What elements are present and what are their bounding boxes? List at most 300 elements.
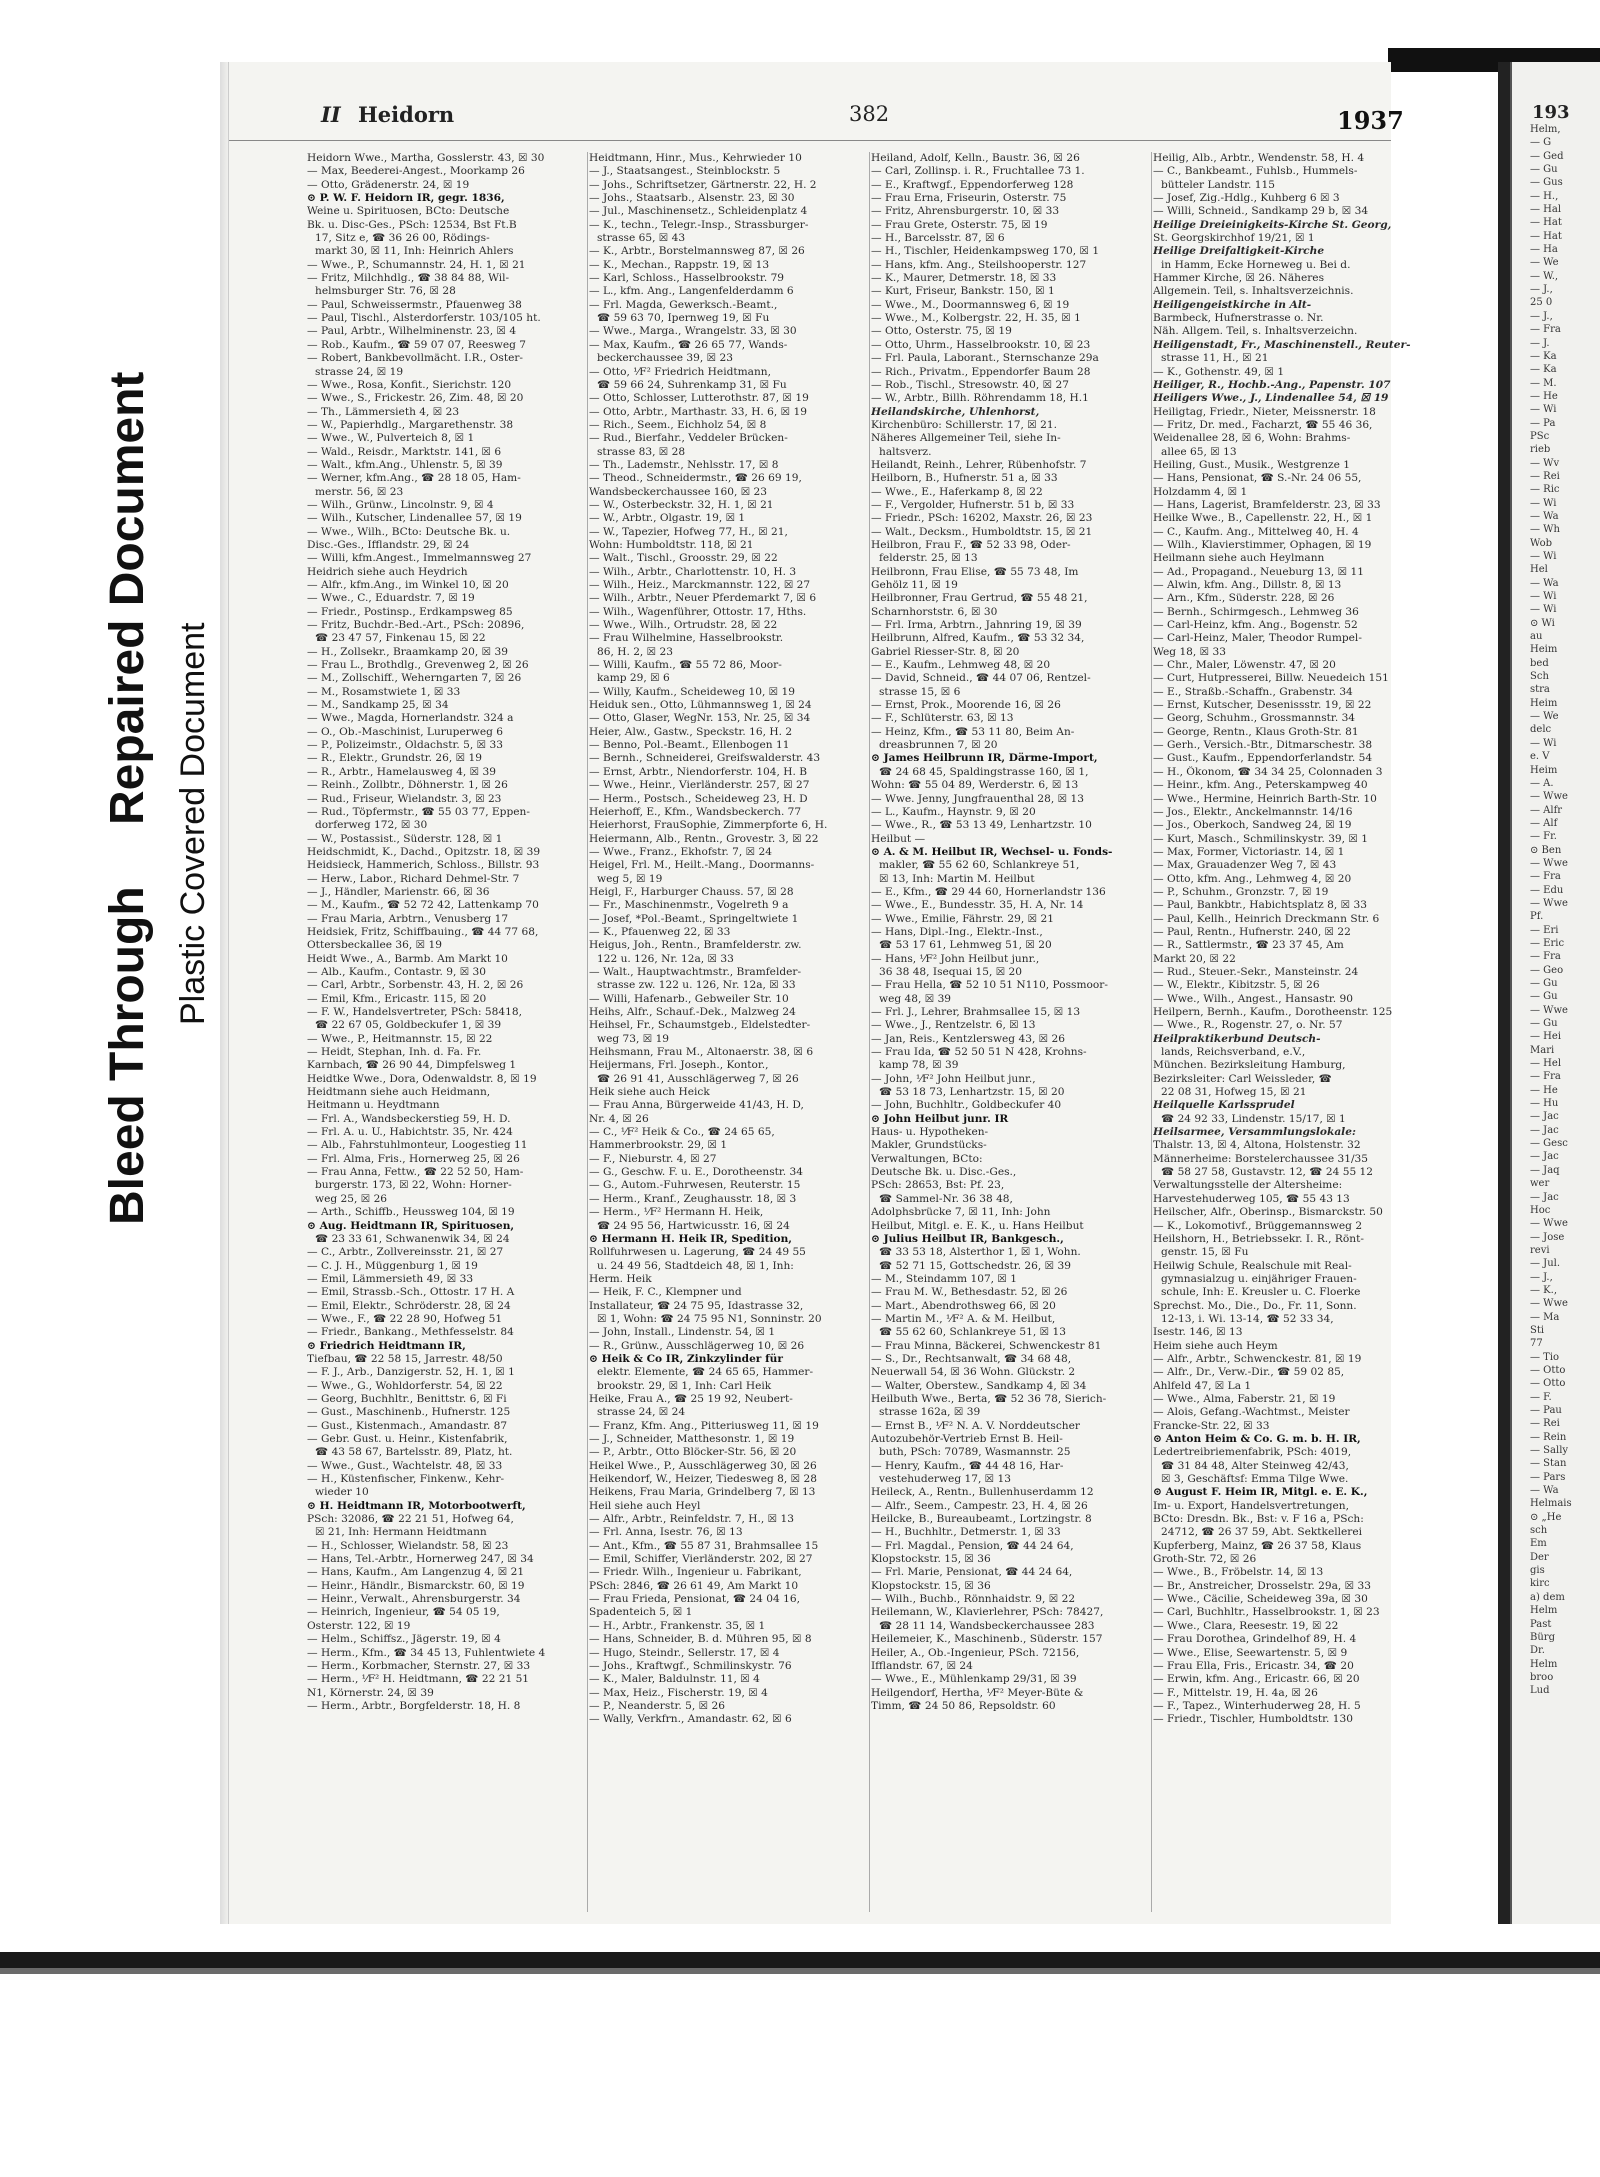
directory-entry-line: — Hans, Kaufm., Am Langenzug 4, ☒ 21 (307, 1566, 525, 1579)
directory-entry-line: ☎ 55 62 60, Schlankreye 51, ☒ 13 (879, 1326, 1066, 1339)
next-page-line: — K., (1530, 1284, 1558, 1296)
directory-entry-line: — Alb., Kaufm., Contastr. 9, ☒ 30 (307, 965, 487, 978)
directory-entry-line: — Theod., Schneidermstr., ☎ 26 69 19, (589, 472, 802, 485)
directory-entry-line: — Frl. J., Lehrer, Brahmsallee 15, ☒ 13 (871, 1006, 1081, 1018)
directory-entry-line: — Ant., Kfm., ☎ 55 87 31, Brahmsallee 15 (589, 1539, 819, 1552)
directory-entry-line: wieder 10 (315, 1486, 369, 1499)
directory-entry-line: — K., Maler, Baldulnstr. 11, ☒ 4 (589, 1673, 760, 1686)
directory-entry-line: Heilige Dreieinigkeits-Kirche St. Georg, (1153, 218, 1392, 231)
directory-entry-line: — Frl. Irma, Arbtrn., Jahnring 19, ☒ 39 (871, 619, 1082, 632)
directory-entry-line: Heilpraktikerbund Deutsch- (1153, 1032, 1321, 1045)
directory-entry-line: — Frau Anna, Bürgerweide 41/43, H. D, (589, 1099, 804, 1112)
next-page-line: — J., (1530, 284, 1553, 296)
next-page-line: — Geo (1530, 964, 1564, 976)
directory-entry-line: Verwaltungsstelle der Altersheime: (1153, 1179, 1343, 1192)
directory-entry-line: — Alois, Gefang.-Wachtmst., Meister (1153, 1406, 1350, 1419)
next-page-line: — Hat (1530, 217, 1562, 229)
directory-entry-line: Heilsarmee, Versammlungslokale: (1153, 1126, 1356, 1139)
directory-entry-line: Herm. Heik (589, 1272, 652, 1285)
directory-entry-line: — Helm., Schiffsz., Jägerstr. 19, ☒ 4 (307, 1633, 501, 1646)
directory-entry-line: — Otto, Grädenerstr. 24, ☒ 19 (307, 178, 470, 191)
directory-entry-line: — F. W., Handelsvertreter, PSch: 58418, (307, 1006, 523, 1018)
next-page-line: — Wwe (1530, 1218, 1568, 1230)
directory-entry-line: — Ad., Propagand., Neueburg 13, ☒ 11 (1153, 565, 1364, 578)
directory-entry-line: felderstr. 25, ☒ 13 (879, 552, 978, 565)
column-divider (869, 152, 870, 1912)
directory-entry-line: — Josef, Zig.-Hdlg., Kuhberg 6 ☒ 3 (1153, 192, 1340, 205)
directory-entry-line: haltsverz. (879, 445, 932, 458)
directory-entry-line: — E., Straßb.-Schaffn., Grabenstr. 34 (1153, 685, 1353, 698)
directory-entry-line: — Rud., Steuer.-Sekr., Mansteinstr. 24 (1153, 965, 1359, 978)
directory-entry-line: ⊙ Julius Heilbut IR, Bankgesch., (871, 1232, 1064, 1245)
directory-entry-line: — K., Gothenstr. 49, ☒ 1 (1153, 365, 1285, 378)
directory-entry-line: Näh. Allgem. Teil, s. Inhaltsverzeichn. (1153, 325, 1358, 338)
directory-entry-line: ⊙ James Heilbrunn IR, Därme-Import, (871, 752, 1098, 765)
directory-entry-line: Ottersbeckallee 36, ☒ 19 (307, 939, 442, 952)
directory-entry-line: — Willi, Kaufm., ☎ 55 72 86, Moor- (589, 659, 782, 672)
directory-entry-line: — Hans, ⅟F² John Heilbut junr., (871, 952, 1040, 965)
next-page-line: 25 0 (1530, 297, 1553, 309)
next-page-line: — Stan (1530, 1458, 1567, 1470)
directory-entry-line: Heik siehe auch Heick (589, 1086, 710, 1099)
directory-entry-line: — W., Tapezier, Hofweg 77, H., ☒ 21, (589, 525, 788, 538)
directory-entry-line: dorferweg 172, ☒ 30 (315, 819, 428, 832)
directory-entry-line: — Fritz, Buchdr.-Bed.-Art., PSch: 20896, (307, 619, 525, 632)
next-page-line: — Wi (1530, 591, 1557, 603)
directory-entry-line: brookstr. 29, ☒ 1, Inh: Carl Heik (597, 1379, 772, 1392)
directory-entry-line: — F., Tapez., Winterhuderweg 28, H. 5 (1153, 1699, 1361, 1712)
directory-entry-line: ☎ 26 91 41, Ausschlägerweg 7, ☒ 26 (597, 1072, 799, 1085)
directory-entry-line: — Johs., Staatsarb., Alsenstr. 23, ☒ 30 (589, 192, 795, 205)
directory-entry-line: — Wwe., Hermine, Heinrich Barth-Str. 10 (1153, 792, 1377, 805)
directory-entry-line: Heihsel, Fr., Schaumstgeb., Eldelstedter- (589, 1019, 811, 1032)
directory-entry-line: Wohn: ☎ 55 04 89, Werderstr. 6, ☒ 13 (871, 779, 1079, 792)
directory-entry-line: beckerchaussee 39, ☒ 23 (597, 352, 733, 365)
directory-entry-line: — Wwe., E., Haferkamp 8, ☒ 22 (871, 485, 1043, 498)
directory-entry-line: — Wwe., C., Eduardstr. 7, ☒ 19 (307, 592, 475, 605)
directory-entry-line: Neuerwall 54, ☒ 36 Wohn. Glückstr. 2 (871, 1366, 1076, 1379)
directory-entry-line: Heilbron, Frau F., ☎ 52 33 98, Oder- (871, 538, 1071, 551)
directory-entry-line: vestehuderweg 17, ☒ 13 (879, 1473, 1012, 1486)
directory-entry-line: allee 65, ☒ 13 (1161, 445, 1237, 458)
directory-entry-line: — Heinr., kfm. Ang., Peterskampweg 40 (1153, 779, 1368, 792)
next-page-line: — Gu (1530, 991, 1558, 1003)
directory-entry-line: — Ernst, Kutscher, Desenissstr. 19, ☒ 22 (1153, 699, 1372, 712)
directory-entry-line: Heidschmidt, K., Dachd., Opitzstr. 18, ☒ 39 (307, 845, 541, 858)
next-page-line: stra (1530, 684, 1550, 696)
directory-entry-line: ☎ 58 27 58, Gustavstr. 12, ☎ 24 55 12 (1161, 1166, 1374, 1179)
directory-entry-line: — Wwe., Clara, Reesestr. 19, ☒ 22 (1153, 1619, 1339, 1632)
directory-entry-line: — Heinr., Verwalt., Ahrensburgerstr. 34 (307, 1593, 521, 1606)
directory-entry-line: — Frl. Paula, Laborant., Sternschanze 29a (871, 352, 1099, 365)
directory-entry-line: — Gust., Kaufm., Eppendorferlandstr. 54 (1153, 752, 1373, 765)
next-page-line: Wob (1530, 537, 1553, 549)
directory-entry-line: — Heinr., Händlr., Bismarckstr. 60, ☒ 19 (307, 1579, 525, 1592)
next-page-line: — Jac (1530, 1151, 1559, 1163)
directory-entry-line: — Arn., Kfm., Süderstr. 228, ☒ 26 (1153, 592, 1335, 605)
next-page-line: delc (1530, 724, 1552, 736)
next-page-line: Helm (1530, 1605, 1558, 1617)
next-page-line: Pf. (1530, 911, 1544, 923)
directory-entry-line: — Wwe., M., Doormannsweg 6, ☒ 19 (871, 298, 1070, 311)
directory-entry-line: ☎ 31 84 48, Alter Steinweg 42/43, (1161, 1459, 1349, 1472)
directory-entry-line: — Frau M. W., Bethesdastr. 52, ☒ 26 (871, 1286, 1068, 1299)
directory-entry-line: strasse 162a, ☒ 39 (879, 1406, 981, 1419)
directory-page (228, 62, 1411, 1924)
directory-entry-line: Gabriel Riesser-Str. 8, ☒ 20 (871, 645, 1020, 658)
next-page-line: — Eri (1530, 924, 1559, 936)
directory-entry-line: — Frau Frieda, Pensionat, ☎ 24 04 16, (589, 1593, 800, 1606)
directory-entry-line: — H., Küstenfischer, Finkenw., Kehr- (307, 1473, 505, 1486)
directory-entry-line: — Carl, Arbtr., Sorbenstr. 43, H. 2, ☒ 26 (307, 979, 524, 992)
directory-entry-line: — H., Arbtr., Frankenstr. 35, ☒ 1 (589, 1619, 766, 1632)
directory-entry-line: Heilgendorf, Hertha, ⅟F² Meyer-Büte & (871, 1686, 1084, 1699)
directory-entry-line: Heilbronner, Frau Gertrud, ☎ 55 48 21, (871, 592, 1088, 605)
year-label: 1937 (1337, 106, 1404, 135)
directory-entry-line: Kirchenbüro: Schillerstr. 17, ☒ 21. (871, 418, 1057, 431)
directory-entry-line: — Wwe., Wilh., Ortrudstr. 28, ☒ 22 (589, 619, 778, 632)
next-page-line: — Fra (1530, 1071, 1561, 1083)
directory-entry-line: ⊙ August F. Heim IR, Mitgl. e. E. K., (1153, 1486, 1368, 1499)
scan-border-bottom-shade (0, 1968, 1600, 1974)
directory-entry-line: Weidenallee 28, ☒ 6, Wohn: Brahms- (1153, 432, 1351, 445)
next-page-line: revi (1530, 1244, 1550, 1256)
next-page-line: — Jul. (1530, 1258, 1561, 1270)
next-page-line: — Wwe (1530, 791, 1568, 803)
directory-entry-line: — E., Kfm., ☎ 29 44 60, Hornerlandstr 136 (871, 885, 1106, 898)
directory-entry-line: — Otto, Schlosser, Lutterothstr. 87, ☒ 19 (589, 392, 809, 405)
directory-entry-line: — Alwin, kfm. Ang., Dillstr. 8, ☒ 13 (1153, 579, 1342, 591)
directory-entry-line: Isestr. 146, ☒ 13 (1153, 1326, 1243, 1339)
directory-entry-line: — Gebr. Gust. u. Heinr., Kistenfabrik, (307, 1433, 508, 1445)
next-page-line: e. V (1530, 751, 1550, 763)
directory-entry-line: — P., Arbtr., Otto Blöcker-Str. 56, ☒ 20 (589, 1446, 797, 1459)
directory-entry-line: Heilquelle Karlssprudel (1153, 1099, 1295, 1112)
directory-entry-line: Wohn: Humboldtstr. 118, ☒ 21 (589, 538, 754, 551)
next-page-line: — Gesc (1530, 1138, 1568, 1150)
directory-entry-line: St. Georgskirchhof 19/21, ☒ 1 (1153, 232, 1315, 245)
directory-entry-line: Autozubehör-Vertrieb Ernst B. Heil- (871, 1433, 1063, 1445)
directory-entry-line: — Br., Anstreicher, Drosselstr. 29a, ☒ 33 (1153, 1579, 1371, 1592)
directory-entry-line: — Wwe., S., Frickestr. 26, Zim. 48, ☒ 20 (307, 392, 524, 405)
directory-entry-line: — Wwe., E., Bundesstr. 35, H. A, Nr. 14 (871, 899, 1084, 912)
directory-entry-line: Heilmann siehe auch Heylmann (1153, 552, 1325, 565)
directory-entry-line: — Mart., Abendrothsweg 66, ☒ 20 (871, 1299, 1056, 1312)
volume-roman: II (321, 102, 341, 127)
directory-entry-line: — E., Kaufm., Lehmweg 48, ☒ 20 (871, 659, 1051, 672)
directory-entry-line: schule, Inh: E. Kreusler u. C. Floerke (1161, 1286, 1361, 1299)
directory-entry-line: Heigl, F., Harburger Chauss. 57, ☒ 28 (589, 885, 794, 898)
column-1 (307, 152, 585, 1912)
directory-entry-line: Heiland, Adolf, Kelln., Baustr. 36, ☒ 26 (871, 152, 1080, 164)
directory-entry-line: Heiligenstadt, Fr., Maschinenstell., Reuter- (1153, 338, 1411, 351)
directory-entry-line: ⊙ Anton Heim & Co. G. m. b. H. IR, (1153, 1433, 1361, 1445)
directory-entry-line: Heidtmann siehe auch Heidmann, (307, 1086, 491, 1099)
directory-columns (307, 152, 1411, 1912)
directory-entry-line: PSch: 2846, ☎ 26 61 49, Am Markt 10 (589, 1579, 799, 1592)
directory-entry-line: — Willy, Kaufm., Scheideweg 10, ☒ 19 (589, 685, 796, 698)
directory-entry-line: — Wilh., Buchb., Rönnhaidstr. 9, ☒ 22 (871, 1593, 1076, 1606)
next-page-line: — Eric (1530, 937, 1565, 949)
directory-entry-line: ☎ 23 33 61, Schwanenwik 34, ☒ 24 (315, 1232, 510, 1245)
directory-entry-line: markt 30, ☒ 11, Inh: Heinrich Ahlers (315, 245, 514, 258)
directory-entry-line: Heierhoff, E., Kfm., Wandsbeckerch. 77 (589, 805, 802, 818)
directory-entry-line: — Wald., Reisdr., Marktstr. 141, ☒ 6 (307, 445, 502, 458)
directory-entry-line: — Ernst B., ⅟F² N. A. V. Norddeutscher (871, 1419, 1080, 1432)
next-page-line: — Fra (1530, 324, 1561, 336)
directory-entry-line: Barmbeck, Hufnerstrasse o. Nr. (1153, 312, 1324, 325)
directory-entry-line: — Alfr., Arbtr., Reinfeldstr. 7, H., ☒ 13 (589, 1513, 794, 1526)
directory-entry-line: — Fritz, Milchhdlg., ☎ 38 84 88, Wil- (307, 272, 510, 285)
directory-entry-line: — Rud., Töpfermstr., ☎ 55 03 77, Eppen- (307, 805, 530, 818)
directory-entry-line: Heilpern, Bernh., Kaufm., Dorotheenstr. 125 (1153, 1006, 1393, 1018)
directory-entry-line: — John, ⅟F² John Heilbut junr., (871, 1072, 1036, 1085)
directory-entry-line: Allgemein. Teil, s. Inhaltsverzeichnis. (1153, 285, 1354, 298)
directory-entry-line: Gehölz 11, ☒ 19 (871, 579, 958, 591)
next-page-line: sch (1530, 1525, 1548, 1537)
next-page-line: — Wh (1530, 524, 1560, 536)
next-page-line: Heim (1530, 764, 1558, 776)
directory-entry-line: Francke-Str. 22, ☒ 33 (1153, 1419, 1270, 1432)
directory-entry-line: Heiligers Wwe., J., Lindenallee 54, ☒ 19 (1153, 392, 1389, 405)
directory-entry-line: Heilbrunn, Alfred, Kaufm., ☎ 53 32 34, (871, 632, 1085, 645)
directory-entry-line: — M., Rosamstwiete 1, ☒ 33 (307, 685, 461, 698)
directory-entry-line: — Werner, kfm.Ang., ☎ 28 18 05, Ham- (307, 472, 521, 485)
directory-entry-line: Heilig, Alb., Arbtr., Wendenstr. 58, H. 4 (1153, 152, 1365, 164)
directory-entry-line: — David, Schneid., ☎ 44 07 06, Rentzel- (871, 672, 1091, 685)
section-title (321, 102, 454, 127)
directory-entry-line: — Chr., Maler, Löwenstr. 47, ☒ 20 (1153, 659, 1336, 672)
column-4 (1153, 152, 1431, 1912)
directory-entry-line: kamp 78, ☒ 39 (879, 1059, 959, 1072)
directory-entry-line: — Josef, *Pol.-Beamt., Springeltwiete 1 (589, 912, 799, 925)
directory-entry-line: Verwaltungen, BCto: (871, 1152, 983, 1165)
directory-entry-line: Heidt Wwe., A., Barmb. Am Markt 10 (307, 952, 508, 965)
directory-entry-line: — F., Nieburstr. 4, ☒ 27 (589, 1152, 717, 1165)
next-page-line: — Jac (1530, 1124, 1559, 1136)
next-page-line: kirc (1530, 1578, 1550, 1590)
directory-entry-line: — Hans, Schneider, B. d. Mühren 95, ☒ 8 (589, 1633, 812, 1646)
column-3 (871, 152, 1149, 1912)
next-page-line: Helmais (1530, 1498, 1572, 1510)
next-page-line: Mari (1530, 1044, 1555, 1056)
directory-entry-line: — Franz, Kfm. Ang., Pitteriusweg 11, ☒ 19 (589, 1419, 819, 1432)
directory-entry-line: Timm, ☎ 24 50 86, Repsoldstr. 60 (871, 1699, 1056, 1712)
directory-entry-line: — Bernh., Schneiderei, Greifswalderstr. 43 (589, 752, 821, 765)
directory-entry-line: Rollfuhrwesen u. Lagerung, ☎ 24 49 55 (589, 1246, 806, 1259)
directory-entry-line: — Wwe., F., ☎ 22 28 90, Hofweg 51 (307, 1312, 503, 1325)
directory-entry-line: Sprechst. Mo., Die., Do., Fr. 11, Sonn. (1153, 1299, 1357, 1312)
next-page-line: — Hal (1530, 204, 1562, 216)
directory-entry-line: — Friedr., Bankang., Methfesselstr. 84 (307, 1326, 514, 1339)
directory-entry-line: Heikel Wwe., P., Ausschlägerweg 30, ☒ 26 (589, 1459, 817, 1472)
directory-entry-line: — Curt, Hutpresserei, Billw. Neuedeich 151 (1153, 672, 1389, 685)
directory-entry-line: — Frau Erna, Friseurin, Osterstr. 75 (871, 192, 1067, 205)
directory-entry-line: ☎ 59 66 24, Suhrenkamp 31, ☒ Fu (597, 378, 787, 391)
directory-entry-line: Tiefbau, ☎ 22 58 15, Jarrestr. 48/50 (307, 1352, 503, 1365)
directory-entry-line: PSch: 32086, ☎ 22 21 51, Hofweg 64, (307, 1513, 514, 1526)
directory-entry-line: — F., Schlüterstr. 63, ☒ 13 (871, 712, 1014, 725)
next-page-line: — Otto (1530, 1378, 1566, 1390)
directory-entry-line: — John, Install., Lindenstr. 54, ☒ 1 (589, 1326, 776, 1339)
directory-entry-line: Heiliger, R., Hochb.-Ang., Papenstr. 107 (1153, 378, 1391, 391)
directory-entry-line: Heidtmann, Hinr., Mus., Kehrwieder 10 (589, 152, 802, 164)
next-page-line: — We (1530, 711, 1559, 723)
directory-entry-line: — Jos., Oberkoch, Sandweg 24, ☒ 19 (1153, 819, 1352, 832)
directory-entry-line: — Walt., kfm.Ang., Uhlenstr. 5, ☒ 39 (307, 458, 503, 471)
directory-entry-line: Heilborn, B., Hufnerstr. 51 a, ☒ 33 (871, 472, 1058, 485)
directory-entry-line: — Frau Maria, Arbtrn., Venusberg 17 (307, 912, 509, 925)
directory-entry-line: — Jul., Maschinensetz., Schleidenplatz 4 (589, 205, 808, 218)
next-page-line: — Ka (1530, 364, 1557, 376)
directory-entry-line: — W., Arbtr., Billh. Röhrendamm 18, H.1 (871, 392, 1089, 405)
next-page-line: Heim (1530, 697, 1558, 709)
directory-entry-line: — Friedr., Postinsp., Erdkampsweg 85 (307, 605, 513, 618)
directory-entry-line: — Frl. Marie, Pensionat, ☎ 44 24 64, (871, 1566, 1073, 1579)
directory-entry-line: Heilbronn, Frau Elise, ☎ 55 73 48, Im (871, 565, 1079, 578)
directory-entry-line: — Rich., Seem., Eichholz 54, ☒ 8 (589, 418, 767, 431)
directory-entry-line: strasse 24, ☒ 19 (315, 365, 404, 378)
directory-entry-line: bütteler Landstr. 115 (1161, 178, 1275, 191)
next-page-line: — Fra (1530, 871, 1561, 883)
directory-entry-line: buth, PSch: 70789, Wasmannstr. 25 (879, 1446, 1071, 1459)
directory-entry-line: — Emil, Elektr., Schröderstr. 28, ☒ 24 (307, 1299, 511, 1312)
directory-entry-line: — Hans, kfm. Ang., Steilshooperstr. 127 (871, 258, 1087, 271)
directory-entry-line: — Max, Beederei-Angest., Moorkamp 26 (307, 165, 525, 178)
directory-entry-line: Heihsmann, Frau M., Altonaerstr. 38, ☒ 6 (589, 1046, 814, 1059)
directory-entry-line: ☎ 53 18 73, Lenhartzstr. 15, ☒ 20 (879, 1086, 1065, 1099)
directory-entry-line: strasse 15, ☒ 6 (879, 685, 961, 698)
directory-entry-line: — Otto, Osterstr. 75, ☒ 19 (871, 325, 1012, 338)
directory-entry-line: ⊙ Heik & Co IR, Zinkzylinder für (589, 1352, 783, 1365)
directory-entry-line: — Wwe., Alma, Faberstr. 21, ☒ 19 (1153, 1392, 1336, 1405)
directory-entry-line: — K., Lokomotivf., Brüggemannsweg 2 (1153, 1219, 1363, 1232)
next-page-line: — Ha (1530, 244, 1558, 256)
directory-entry-line: — Alfr., Arbtr., Schwenckestr. 81, ☒ 19 (1153, 1352, 1362, 1365)
directory-entry-line: Markt 20, ☒ 22 (1153, 952, 1236, 965)
directory-entry-line: Heilige Dreifaltigkeit-Kirche (1153, 245, 1325, 258)
directory-entry-line: — Wwe., R., Rogenstr. 27, o. Nr. 57 (1153, 1019, 1343, 1032)
next-page-line: 77 (1530, 1338, 1543, 1350)
directory-entry-line: — Wwe., P., Heitmannstr. 15, ☒ 22 (307, 1032, 493, 1045)
directory-entry-line: — F., Mittelstr. 19, H. 4a, ☒ 26 (1153, 1686, 1318, 1699)
directory-entry-line: merstr. 56, ☒ 23 (315, 485, 404, 498)
directory-entry-line: Heileck, A., Rentn., Bullenhuserdamm 12 (871, 1486, 1094, 1499)
directory-entry-line: — Alfr., Seem., Campestr. 23, H. 4, ☒ 26 (871, 1499, 1088, 1512)
next-page-lines (1512, 123, 1600, 1698)
directory-entry-line: Heilbuth Wwe., Berta, ☎ 52 36 78, Sierich- (871, 1392, 1107, 1405)
directory-entry-line: — Carl-Heinz, Maler, Theodor Rumpel- (1153, 632, 1362, 645)
directory-entry-line: Heigus, Joh., Rentn., Bramfelderstr. zw. (589, 939, 802, 952)
directory-entry-line: BCto: Dresdn. Bk., Bst: v. F 16 a, PSch: (1153, 1513, 1364, 1526)
directory-entry-line: — Herm., ⅟F² Hermann H. Heik, (589, 1206, 764, 1219)
directory-entry-line: — K., Arbtr., Borstelmannsweg 87, ☒ 26 (589, 245, 805, 258)
directory-entry-line: — W., Arbtr., Olgastr. 19, ☒ 1 (589, 512, 746, 525)
next-page-line: broo (1530, 1671, 1554, 1683)
directory-entry-line: PSch: 28653, Bst: Pf. 23, (871, 1179, 1005, 1192)
directory-entry-line: gymnasialzug u. einjähriger Frauen- (1161, 1272, 1357, 1285)
next-page-line: bed (1530, 657, 1549, 669)
directory-entry-line: 12-13, i. Wi. 13-14, ☎ 52 33 34, (1161, 1312, 1334, 1325)
directory-entry-line: weg 73, ☒ 19 (597, 1032, 670, 1045)
directory-entry-line: ☎ 53 17 61, Lehmweg 51, ☒ 20 (879, 939, 1052, 952)
next-page-line: Lud (1530, 1685, 1550, 1697)
next-page-line: Helm (1530, 1658, 1558, 1670)
directory-entry-line: ⊙ Hermann H. Heik IR, Spedition, (589, 1232, 792, 1245)
directory-entry-line: Heilemeier, K., Maschinenb., Süderstr. 157 (871, 1633, 1103, 1646)
directory-entry-line: — Georg, Schuhm., Grossmannstr. 34 (1153, 712, 1356, 725)
next-page-line: Der (1530, 1551, 1549, 1563)
directory-entry-line: lands, Reichsverband, e.V., (1161, 1046, 1306, 1059)
directory-entry-line: Heiligengeistkirche in Alt- (1153, 298, 1312, 311)
directory-entry-line: — Wwe. Jenny, Jungfrauenthal 28, ☒ 13 (871, 792, 1084, 805)
directory-entry-line: — Herm., Kfm., ☎ 34 45 13, Fuhlentwiete 4 (307, 1646, 546, 1659)
directory-entry-line: — Herm., Kranf., Zeughausstr. 18, ☒ 3 (589, 1192, 797, 1205)
directory-entry-line: Spadenteich 5, ☒ 1 (589, 1606, 693, 1619)
directory-entry-line: — Walter, Oberstew., Sandkamp 4, ☒ 34 (871, 1379, 1087, 1392)
next-page-line: — Edu (1530, 884, 1564, 896)
directory-entry-line: — J., Schneider, Matthesonstr. 1, ☒ 19 (589, 1433, 795, 1445)
directory-entry-line: Bk. u. Disc-Ges., PSch: 12534, Bst Ft.B (307, 218, 517, 231)
directory-entry-line: — Wilh., Grünw., Lincolnstr. 9, ☒ 4 (307, 498, 494, 511)
directory-entry-line: — Bernh., Schirmgesch., Lehmweg 36 (1153, 605, 1359, 618)
directory-entry-line: — W., Papierhdlg., Margarethenstr. 38 (307, 418, 514, 431)
directory-entry-line: ☎ 22 67 05, Goldbeckufer 1, ☒ 39 (315, 1019, 502, 1032)
directory-entry-line: ☒ 1, Wohn: ☎ 24 75 95 N1, Sonninstr. 20 (597, 1312, 822, 1325)
directory-entry-line: Heiduk sen., Otto, Lühmannsweg 1, ☒ 24 (589, 699, 812, 712)
directory-entry-line: — Frau Dorothea, Grindelhof 89, H. 4 (1153, 1633, 1357, 1646)
directory-entry-line: strasse zw. 122 u. 126, Nr. 12a, ☒ 33 (597, 979, 796, 992)
directory-entry-line: 22 08 31, Hofweg 15, ☒ 21 (1161, 1086, 1307, 1099)
directory-entry-line: Thalstr. 13, ☒ 4, Altona, Holstenstr. 32 (1153, 1139, 1361, 1152)
directory-entry-line: helmsburger Str. 76, ☒ 28 (315, 285, 456, 298)
directory-entry-line: — Jos., Elektr., Anckelmannstr. 14/16 (1153, 805, 1353, 818)
directory-entry-line: — P., Neanderstr. 5, ☒ 26 (589, 1699, 725, 1712)
directory-entry-line: ☎ 23 47 57, Finkenau 15, ☒ 22 (315, 632, 486, 645)
directory-entry-line: — Wwe., Cäcilie, Scheideweg 39a, ☒ 30 (1153, 1593, 1368, 1606)
directory-entry-line: genstr. 15, ☒ Fu (1161, 1246, 1249, 1259)
directory-entry-line: weg 48, ☒ 39 (879, 992, 952, 1005)
directory-entry-line: — R., Grünw., Ausschlägerweg 10, ☒ 26 (589, 1339, 805, 1352)
page-gutter (1498, 62, 1510, 1924)
directory-entry-line: strasse 83, ☒ 28 (597, 445, 686, 458)
directory-entry-line: — Heik, F. C., Klempner und (589, 1286, 742, 1299)
directory-entry-line: Heikendorf, W., Heizer, Tiedesweg 8, ☒ 28 (589, 1473, 817, 1486)
directory-entry-line: — Herm., ⅟F² H. Heidtmann, ☎ 22 21 51 (307, 1673, 530, 1686)
directory-entry-line: Heihs, Alfr., Schauf.-Dek., Malzweg 24 (589, 1006, 796, 1018)
directory-entry-line: Wandsbeckerchaussee 160, ☒ 23 (589, 485, 768, 498)
directory-entry-line: ⊙ Aug. Heidtmann IR, Spirituosen, (307, 1219, 515, 1232)
directory-entry-line: — Rob., Kaufm., ☎ 59 07 07, Reesweg 7 (307, 338, 526, 351)
directory-entry-line: — Wwe., J., Rentzelstr. 6, ☒ 13 (871, 1019, 1036, 1032)
directory-entry-line: — Gust., Kistenmach., Amandastr. 87 (307, 1419, 508, 1432)
plastic-covered-label: Plastic Covered Document (174, 622, 212, 1025)
directory-entry-line: — Frl. Magda, Gewerksch.-Beamt., (589, 298, 778, 311)
directory-entry-line: — C., Kaufm. Ang., Mittelweg 40, H. 4 (1153, 525, 1359, 538)
directory-entry-line: — Rud., Bierfahr., Veddeler Brücken- (589, 432, 788, 445)
directory-entry-line: — Fr., Maschinenmstr., Vogelreth 9 a (589, 899, 789, 912)
directory-entry-line: Heidsieck, Hammerich, Schloss., Billstr. 93 (307, 859, 540, 872)
directory-entry-line: — Karl, Schloss., Hasselbrookstr. 79 (589, 272, 785, 285)
directory-entry-line: — Kurt, Friseur, Bankstr. 150, ☒ 1 (871, 285, 1055, 298)
directory-entry-line: — E., Kraftwgf., Eppendorferweg 128 (871, 178, 1074, 191)
directory-entry-line: Heiligtag, Friedr., Nieter, Meissnerstr. 18 (1153, 405, 1376, 418)
directory-entry-line: — Walt., Tischl., Groosstr. 29, ☒ 22 (589, 552, 778, 565)
directory-entry-line: Nr. 4, ☒ 26 (589, 1112, 649, 1125)
next-page-line: — Wi (1530, 604, 1557, 616)
directory-entry-line: — Frau Minna, Bäckerei, Schwenckestr 81 (871, 1339, 1102, 1352)
directory-entry-line: — Frl. A., Wandsbeckerstieg 59, H. D. (307, 1112, 511, 1125)
